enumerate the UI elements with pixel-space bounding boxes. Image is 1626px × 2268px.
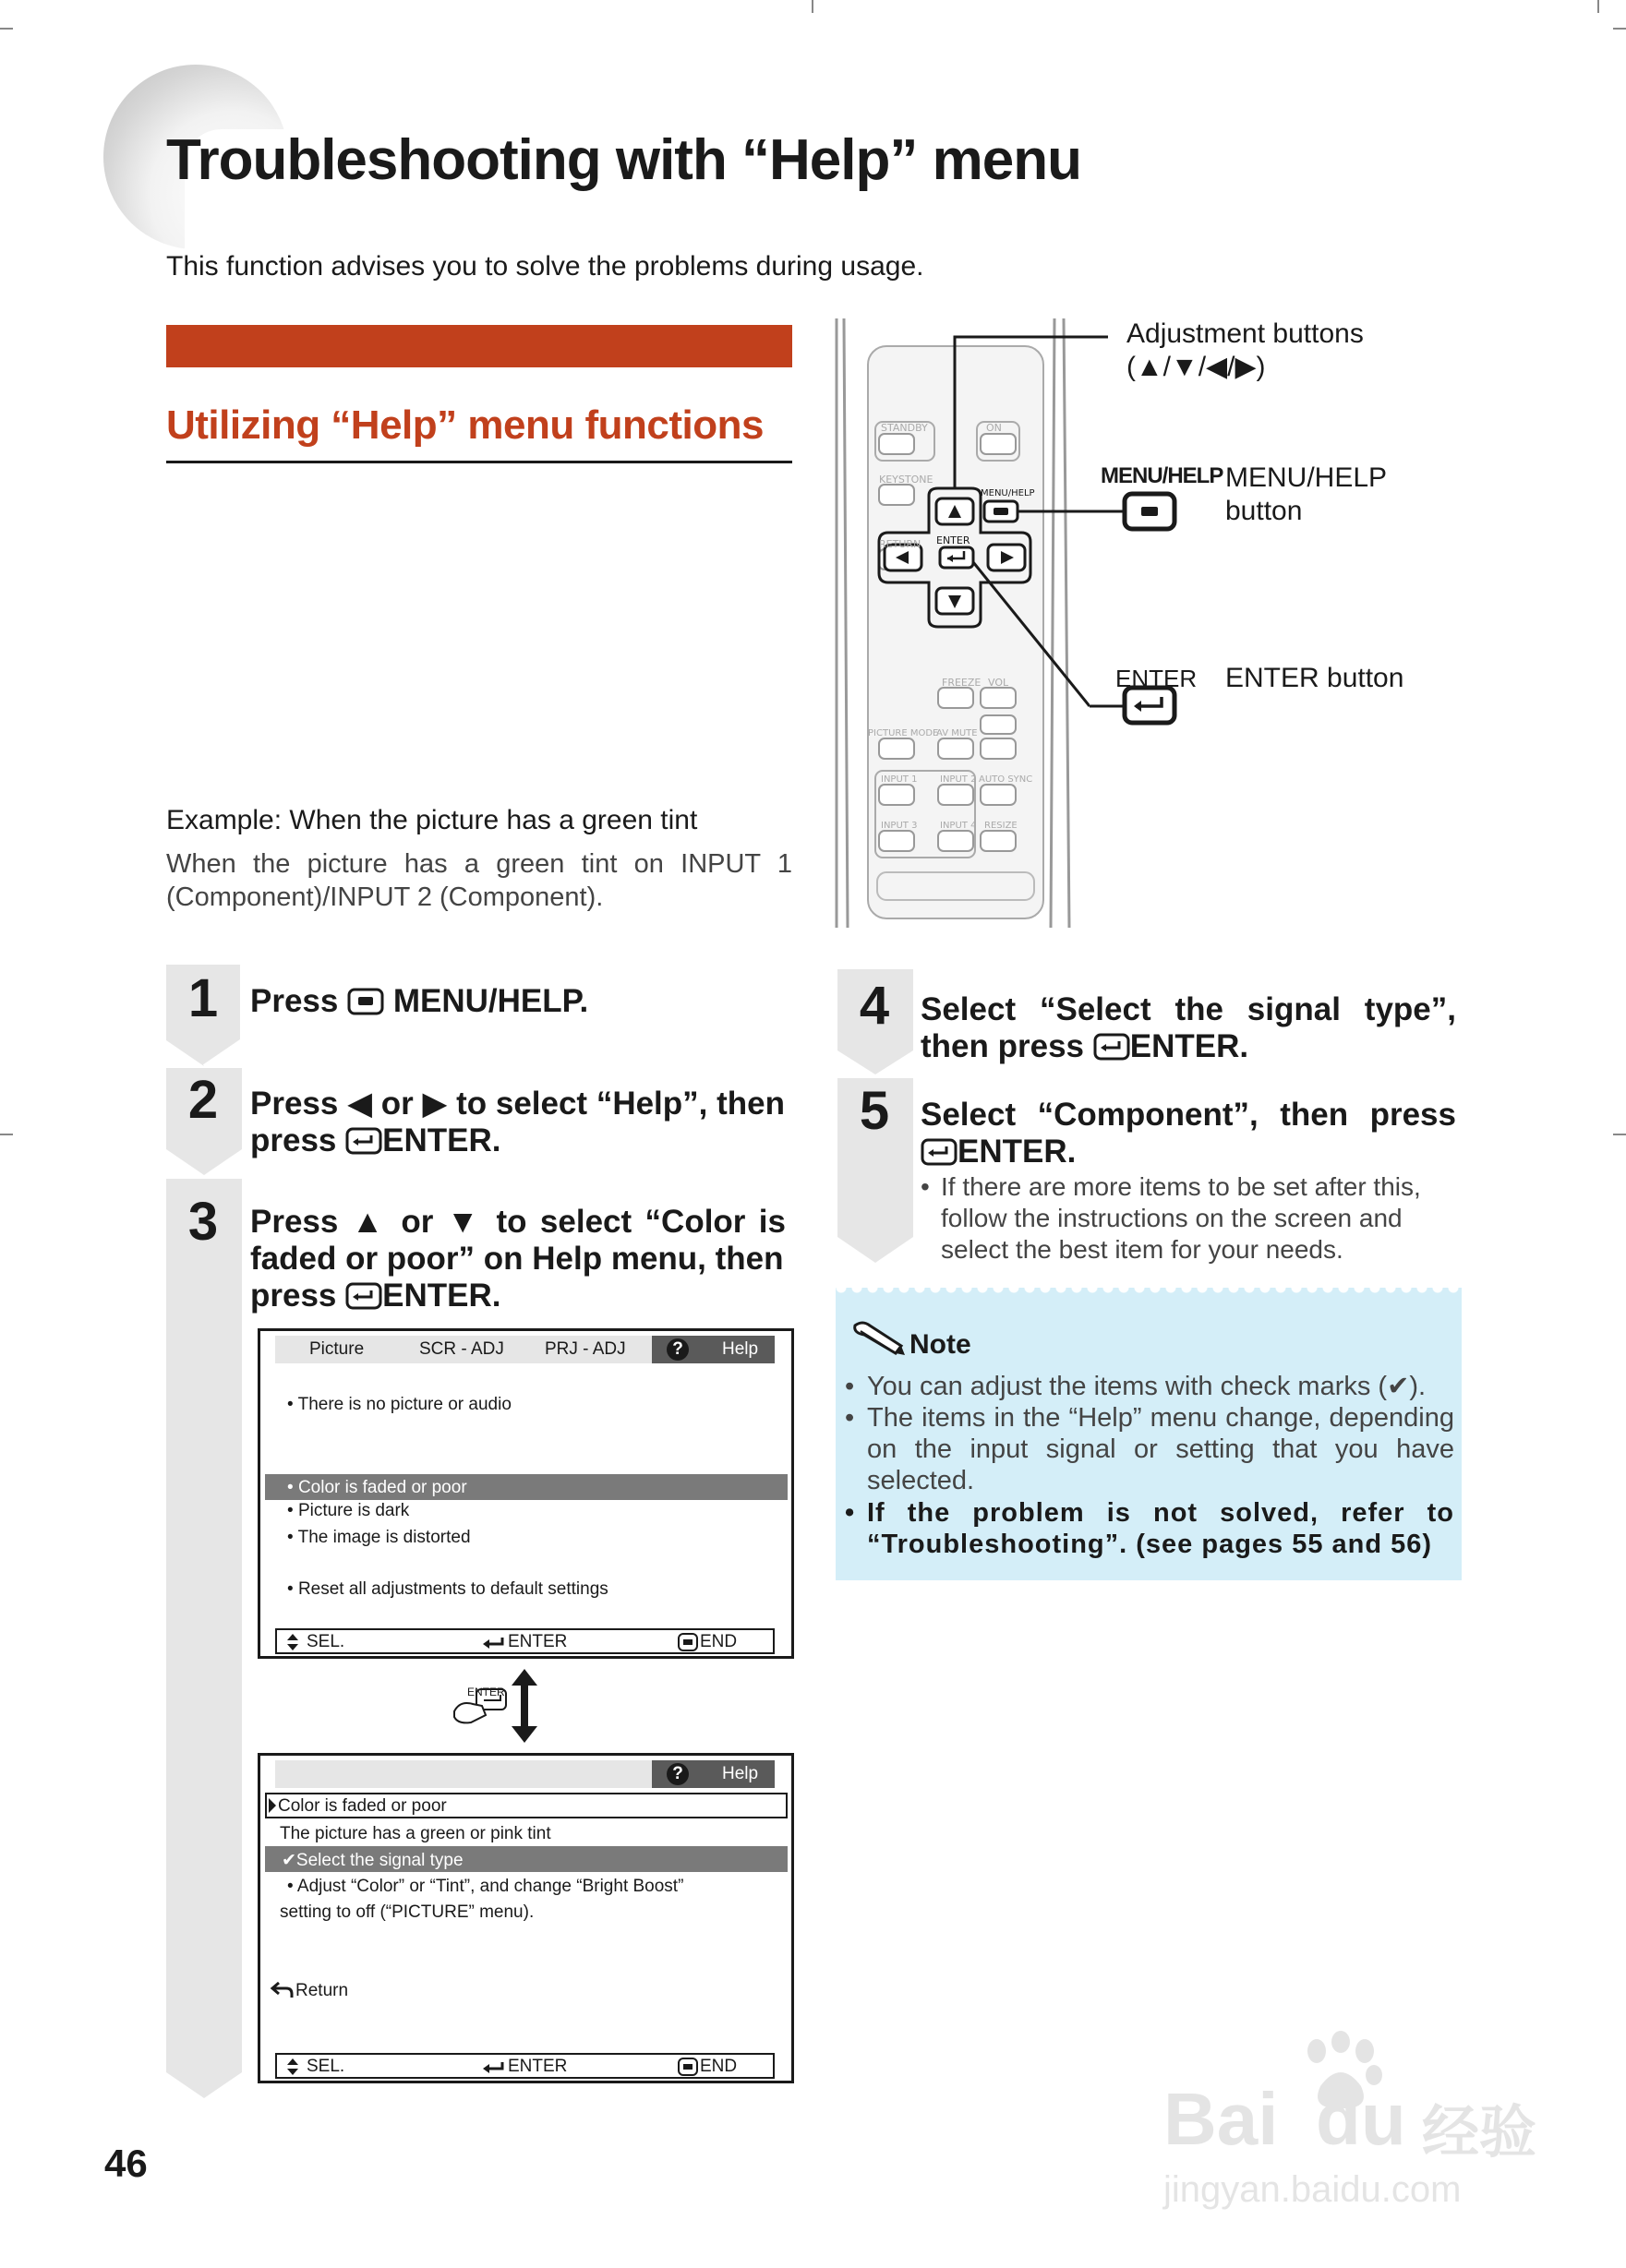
step-1-key: MENU/HELP. [392, 983, 589, 1019]
enter-icon [1093, 1033, 1130, 1061]
callout-enter-tag: ENTER [1115, 665, 1198, 692]
step-4-number: 4 [859, 976, 890, 1036]
baidu-watermark [1145, 2031, 1570, 2215]
watermark-bai: Bai [1163, 2078, 1279, 2160]
step-3-line1: Press ▲ or ▼ to select “Color is [250, 1204, 786, 1240]
return-icon [270, 1979, 295, 1999]
remote-label-vol: VOL [988, 677, 1009, 689]
step-4-line1: Select “Select the signal type”, [921, 991, 1456, 1027]
step-2-line1: Press ◀ or ▶ to select “Help”, then [250, 1086, 785, 1122]
remote-label-enter: ENTER [936, 534, 970, 546]
remote-label-on: ON [986, 422, 1002, 434]
note-title: Note [909, 1329, 971, 1360]
footer-end: END [700, 2057, 738, 2076]
menu-item-image-distorted[interactable]: • The image is distorted [287, 1528, 471, 1547]
step-5-bullet: • If there are more items to be set after this, follow the instructions on the screen and select the best item for your needs. [921, 1171, 1456, 1266]
step-5-line1: Select “Component”, then press [921, 1097, 1456, 1133]
note-item-text: You can adjust the items with check marks (✔). [867, 1372, 1427, 1401]
tab-help[interactable] [652, 1336, 775, 1363]
step-5-key: ENTER. [958, 1134, 1077, 1170]
tab-prj-adj[interactable]: PRJ - ADJ [545, 1339, 626, 1359]
crop-mark [0, 1134, 13, 1135]
step-1-pre: Press [250, 983, 339, 1019]
enter-icon [345, 1282, 382, 1310]
step-5-line2 [921, 1134, 1076, 1170]
example-body: When the picture has a green tint on INPUT 1 (Component)/INPUT 2 (Component). [166, 849, 792, 912]
callout-enter-label: ENTER button [1225, 663, 1404, 693]
step-1-number: 1 [187, 968, 219, 1028]
remote-label-resize: RESIZE [984, 821, 1018, 831]
section-red-bar [166, 325, 792, 367]
help-tab-label: Help [722, 1339, 759, 1359]
help-return[interactable] [270, 1979, 348, 2001]
updown-icon [286, 2058, 299, 2076]
tab-help[interactable] [652, 1760, 775, 1788]
note-dotted-edge [836, 1288, 1462, 1299]
remote-label-keystone: KEYSTONE [879, 474, 933, 486]
step-1-text [250, 983, 588, 1020]
help-heading: Color is faded or poor [278, 1796, 447, 1816]
crop-mark [1613, 28, 1626, 30]
menu-item-label: Reset all adjustments to default settings [297, 1579, 608, 1599]
step-5-bullet-text: If there are more items to be set after this, follow the instructions on the screen and select the best item for your needs. [941, 1172, 1421, 1264]
menu-help-icon [347, 988, 384, 1015]
crop-mark [812, 0, 813, 13]
remote-label-auto-sync: AUTO SYNC [979, 774, 1033, 785]
crop-mark [1613, 1134, 1626, 1135]
callout-menu-help-line1: MENU/HELP [1225, 462, 1388, 493]
menu-item-label: Picture is dark [297, 1501, 410, 1520]
remote-label-picture-mode: PICTURE MODE [868, 728, 939, 738]
footer-sel: SEL. [307, 2057, 345, 2076]
remote-label-freeze: FREEZE [942, 677, 982, 689]
updown-icon [286, 1633, 299, 1651]
step-4-line2 [921, 1028, 1248, 1065]
footer-enter: ENTER [508, 1632, 568, 1651]
step-4-pre: then press [921, 1028, 1084, 1064]
help-item-select-signal-selected[interactable]: ✔Select the signal type [265, 1846, 788, 1872]
menu-item-picture-dark[interactable]: • Picture is dark [287, 1501, 410, 1520]
note-item-text: If the problem is not solved, refer to “Troubleshooting”. (see pages 55 and 56) [867, 1498, 1454, 1559]
down-arrow-icon [512, 1726, 537, 1743]
remote-label-return: RETURN [879, 538, 921, 550]
help-icon: ? [667, 1338, 689, 1361]
watermark-jingyan: 经验 [1422, 2101, 1537, 2165]
menu-item-color-faded-selected[interactable]: • Color is faded or poor [265, 1474, 788, 1500]
example-title: Example: When the picture has a green tint [166, 805, 698, 835]
step-column-left [164, 965, 244, 2100]
remote-label-input1: INPUT 1 [881, 774, 918, 785]
help-return-label: Return [295, 1981, 349, 2000]
step-2-key: ENTER. [382, 1122, 501, 1158]
help-detail-line1: • Adjust “Color” or “Tint”, and change “Bright Boost” [287, 1877, 684, 1896]
caret-right-icon [269, 1798, 276, 1813]
menu-item-reset[interactable]: • Reset all adjustments to default settings [287, 1579, 608, 1599]
step-2-line2 [250, 1122, 501, 1159]
callout-adjustment-line2: (▲/▼/◀/▶) [1126, 352, 1266, 382]
enter-transition-graphic [451, 1669, 543, 1743]
note-item-text: The items in the “Help” menu change, depending on the input signal or setting that you have selected. [867, 1403, 1454, 1495]
footer-sel: SEL. [307, 1632, 345, 1651]
help-tab-label: Help [722, 1764, 759, 1783]
remote-label-menu-help: MENU/HELP [981, 488, 1035, 498]
step-2-number: 2 [187, 1070, 219, 1130]
section-rule [166, 461, 792, 463]
menu-footer [275, 1628, 775, 1654]
remote-body [831, 318, 1090, 928]
remote-label-standby: STANDBY [881, 422, 928, 434]
note-item-1: • You can adjust the items with check marks (✔). [845, 1371, 1454, 1402]
hand-icon [454, 1703, 486, 1722]
step-5-number: 5 [859, 1081, 890, 1141]
footer-end: END [700, 1632, 738, 1651]
menu-item-label: There is no picture or audio [297, 1395, 512, 1414]
step-3-line3 [250, 1278, 501, 1314]
note-item-3: • If the problem is not solved, refer to “Troubleshooting”. (see pages 55 and 56) [845, 1498, 1454, 1559]
step-3-pre: press [250, 1278, 337, 1314]
step-3-number: 3 [187, 1192, 219, 1252]
watermark-du: du [1316, 2078, 1406, 2160]
step-3-line2: faded or poor” on Help menu, then [250, 1241, 784, 1277]
crop-mark [0, 28, 13, 30]
page-number: 46 [104, 2142, 148, 2185]
menu-item-no-picture[interactable]: • There is no picture or audio [287, 1395, 512, 1414]
enter-arrow-icon [482, 1636, 504, 1649]
help-detail-line2: setting to off (“PICTURE” menu). [280, 1902, 535, 1922]
page-title: Troubleshooting with “Help” menu [166, 128, 1081, 192]
help-icon: ? [667, 1763, 689, 1785]
note-item-2: • The items in the “Help” menu change, depending on the input signal or setting that you have selected. [845, 1403, 1454, 1495]
remote-label-input2: INPUT 2 [940, 774, 977, 785]
menu-footer [275, 2053, 775, 2079]
step-4-key: ENTER. [1129, 1028, 1249, 1064]
page-intro: This function advises you to solve the problems during usage. [166, 251, 924, 282]
remote-label-av-mute: AV MUTE [936, 728, 978, 738]
remote-label-input4: INPUT 4 [940, 821, 977, 831]
menu-end-icon [678, 2058, 698, 2076]
help-line-green-tint: The picture has a green or pink tint [280, 1824, 551, 1843]
remote-illustration [831, 318, 1090, 928]
crop-mark [1597, 0, 1599, 13]
callout-menu-help-tag: MENU/HELP [1101, 463, 1223, 488]
footer-enter: ENTER [508, 2057, 568, 2076]
enter-icon [921, 1138, 958, 1166]
help-menu-screen-1 [258, 1328, 794, 1659]
enter-arrow-icon [482, 2060, 504, 2073]
pencil-icon [849, 1318, 909, 1357]
callout-adjustment-line1: Adjustment buttons [1126, 318, 1364, 349]
watermark-url: jingyan.baidu.com [1163, 2169, 1462, 2210]
tab-scr-adj[interactable]: SCR - ADJ [419, 1339, 504, 1359]
up-arrow-icon [512, 1669, 537, 1686]
help-menu-screen-2 [258, 1753, 794, 2083]
step-3-key: ENTER. [382, 1278, 501, 1314]
callout-menu-help-line2: button [1225, 496, 1303, 526]
step-2-pre: press [250, 1122, 337, 1158]
remote-label-input3: INPUT 3 [881, 821, 918, 831]
tab-picture[interactable]: Picture [309, 1339, 365, 1359]
enter-icon [345, 1127, 382, 1155]
menu-end-icon [678, 1633, 698, 1651]
menu-item-label: The image is distorted [297, 1528, 471, 1547]
transition-enter-label: ENTER [467, 1686, 505, 1698]
help-heading-box [265, 1793, 788, 1818]
menu-item-label: Color is faded or poor [297, 1478, 467, 1497]
section-title: Utilizing “Help” menu functions [166, 402, 764, 448]
help-detail-text: Adjust “Color” or “Tint”, and change “Bright Boost” [296, 1877, 684, 1896]
